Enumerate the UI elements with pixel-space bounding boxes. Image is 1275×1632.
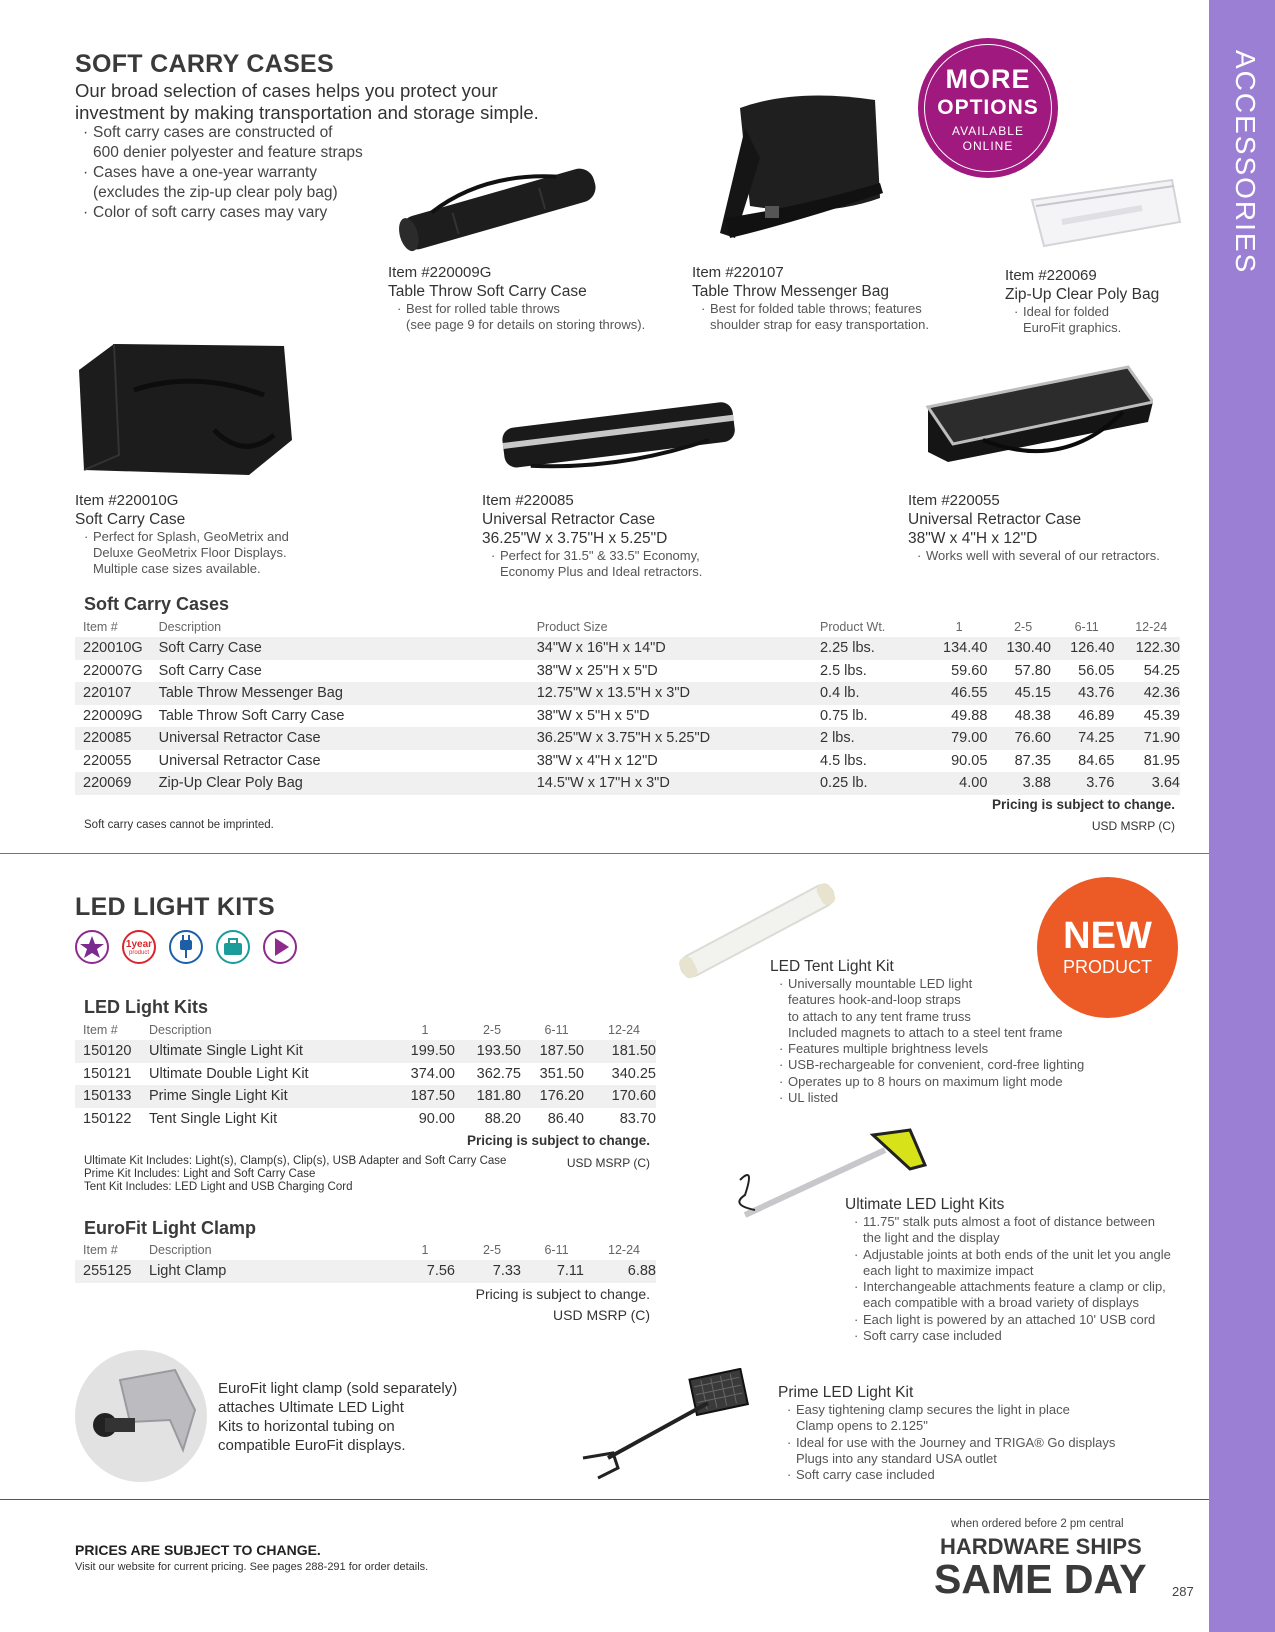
table-cell: 84.65 [1078, 752, 1115, 769]
play-icon[interactable] [263, 930, 297, 964]
table-cell: 0.75 lb. [819, 707, 868, 724]
table-cell: 126.40 [1051, 637, 1115, 660]
table-cell: 34"W x 16"H x 14"D [529, 637, 812, 660]
item-name: Soft Carry Case [75, 511, 186, 528]
item-size: 36.25"W x 3.75"H x 5.25"D [482, 530, 668, 547]
col-header: 2-5 [1014, 620, 1033, 634]
footer-divider [0, 1499, 1209, 1500]
more-options-l2: OPTIONS [937, 96, 1039, 119]
table-cell: 4.5 lbs. [819, 752, 867, 769]
table-cell: 150133 [75, 1085, 141, 1108]
clamp-caption-line: EuroFit light clamp (sold separately) [218, 1380, 458, 1397]
item-number: Item #220085 [482, 492, 574, 509]
caption-220009g [388, 263, 645, 333]
table-cell: 220055 [83, 752, 132, 769]
tent-bullet: features hook-and-loop straps [788, 992, 961, 1008]
item-note: Deluxe GeoMetrix Floor Displays. [93, 545, 287, 560]
clamp-table [75, 1240, 656, 1283]
table-cell: 176.20 [521, 1085, 584, 1108]
ship-condition: when ordered before 2 pm central [951, 1518, 1124, 1530]
soft-heading: SOFT CARRY CASES [75, 50, 334, 78]
table-cell: 46.55 [923, 682, 988, 705]
eurofit-clamp-image [75, 1350, 207, 1482]
intro-line-2: investment by making transportation and storage simple. [75, 102, 539, 123]
table-cell: 57.80 [1014, 662, 1051, 679]
plug-icon [169, 930, 203, 964]
prime-bullet: · Soft carry case included [778, 1467, 1115, 1483]
table-header-row [75, 1240, 656, 1260]
table-cell: 362.75 [476, 1065, 521, 1082]
item-note: · Works well with several of our retractors. [908, 548, 1160, 564]
table-cell: Zip-Up Clear Poly Bag [151, 772, 529, 795]
table-row [75, 682, 1180, 705]
col-header: Item # [83, 1023, 118, 1037]
table-cell: 6.88 [584, 1260, 656, 1283]
item-note: · Ideal for folded [1005, 304, 1159, 320]
caption-220069 [1005, 266, 1159, 336]
clamp-usd-note: USD MSRP (C) [553, 1307, 650, 1323]
item-name: Table Throw Messenger Bag [692, 283, 890, 300]
table-cell: Light Clamp [141, 1260, 387, 1283]
item-note: · Best for folded table throws; features [692, 301, 929, 317]
caption-220010g [75, 491, 289, 577]
table-cell: 150121 [83, 1065, 132, 1082]
item-note: · Perfect for 31.5" & 33.5" Economy, [482, 548, 702, 564]
table-cell: 193.50 [455, 1040, 521, 1063]
table-cell: Universal Retractor Case [158, 752, 321, 769]
col-header: 2-5 [482, 1023, 502, 1037]
table-cell: 56.05 [1078, 662, 1115, 679]
ultimate-bullet: · Interchangeable attachments feature a clamp or clip, [845, 1279, 1171, 1295]
soft-bullet: · Color of soft carry cases may vary [75, 203, 363, 223]
soft-usd-note: USD MSRP (C) [1091, 819, 1175, 833]
table-row [75, 1063, 656, 1086]
side-label: ACCESSORIES [1230, 50, 1261, 275]
col-header: 1 [421, 1023, 429, 1037]
table-cell: 46.89 [1078, 707, 1115, 724]
table-cell: 130.40 [987, 637, 1051, 660]
table-cell: 49.88 [951, 707, 988, 724]
ultimate-bullet: each compatible with a broad variety of displays [863, 1295, 1140, 1311]
retractor-case-image-1 [497, 385, 737, 475]
table-cell: 199.50 [387, 1040, 455, 1063]
page-number: 287 [1172, 1584, 1194, 1599]
table-row [75, 660, 1180, 683]
col-header: 1 [421, 1243, 429, 1257]
table-cell: 43.76 [1051, 682, 1115, 705]
item-note: Multiple case sizes available. [93, 561, 261, 576]
table-cell: 87.35 [1014, 752, 1051, 769]
same-day: SAME DAY [934, 1556, 1147, 1602]
col-header: 6-11 [1074, 620, 1099, 634]
item-size: 38"W x 4"H x 12"D [908, 530, 1038, 547]
tent-bullet: · USB-rechargeable for convenient, cord-free lighting [770, 1057, 1084, 1073]
caption-220055 [908, 491, 1160, 564]
table-cell: 220107 [75, 682, 151, 705]
item-note: · Perfect for Splash, GeoMetrix and [75, 529, 289, 545]
ultimate-title: Ultimate LED Light Kits [845, 1196, 1005, 1213]
table-cell: Ultimate Single Light Kit [141, 1040, 387, 1063]
item-note: EuroFit graphics. [1023, 320, 1122, 335]
new-badge-l2: PRODUCT [1063, 957, 1152, 977]
table-cell: 7.11 [521, 1260, 584, 1283]
new-badge-l1: NEW [1063, 915, 1152, 957]
kit-notes [84, 1155, 506, 1194]
table-cell: 3.88 [987, 772, 1051, 795]
table-cell: 220010G [75, 637, 151, 660]
item-name: Zip-Up Clear Poly Bag [1005, 286, 1160, 303]
table-row [75, 750, 1180, 773]
table-cell: 187.50 [387, 1085, 455, 1108]
poly-bag-image [1022, 172, 1182, 254]
item-number: Item #220009G [388, 264, 492, 281]
item-name: Table Throw Soft Carry Case [388, 283, 587, 300]
table-header-row [75, 1020, 656, 1040]
item-number: Item #220107 [692, 264, 784, 281]
soft-bullets [75, 123, 363, 223]
table-cell: 54.25 [1143, 662, 1180, 679]
tent-light-block [770, 957, 1084, 1106]
soft-intro [75, 80, 539, 124]
tent-bullet: to attach to any tent frame truss [788, 1008, 971, 1024]
clamp-caption-line: attaches Ultimate LED Light [218, 1399, 404, 1416]
table-cell: 150122 [83, 1110, 132, 1127]
table-cell: 2 lbs. [812, 727, 923, 750]
warranty-icon-text: 1year [125, 939, 153, 950]
col-header: Item # [83, 1243, 118, 1257]
clamp-caption [218, 1379, 457, 1455]
led-pricing-note: Pricing is subject to change. [466, 1133, 650, 1148]
table-throw-case-image [393, 160, 603, 255]
table-cell: 48.38 [1014, 707, 1051, 724]
table-cell: Tent Single Light Kit [149, 1110, 278, 1127]
table-cell: 74.25 [1051, 727, 1115, 750]
table-cell: 187.50 [521, 1040, 584, 1063]
side-band [1209, 0, 1275, 1632]
table-cell: 38"W x 5"H x 5"D [536, 707, 650, 724]
tent-bullet: · Operates up to 8 hours on maximum light mode [770, 1074, 1084, 1090]
table-cell: Ultimate Double Light Kit [149, 1065, 309, 1082]
table-row [75, 1085, 656, 1108]
ultimate-bullet: · 11.75" stalk puts almost a foot of distance between [845, 1214, 1171, 1230]
prices-change-sub: Visit our website for current pricing. See pages 288-291 for order details. [75, 1561, 429, 1573]
table-cell: 181.50 [584, 1040, 656, 1063]
ultimate-bullet: · Soft carry case included [845, 1328, 1171, 1344]
table-cell: 90.00 [418, 1110, 455, 1127]
table-cell: Table Throw Messenger Bag [151, 682, 529, 705]
ultimate-bullet: · Adjustable joints at both ends of the unit let you angle [845, 1247, 1171, 1263]
table-row [75, 1260, 656, 1283]
intro-line-1: Our broad selection of cases helps you protect your [75, 80, 498, 101]
table-cell: 36.25"W x 3.75"H x 5.25"D [529, 727, 812, 750]
table-cell: 38"W x 25"H x 5"D [536, 662, 658, 679]
clamp-caption-line: compatible EuroFit displays. [218, 1437, 406, 1454]
kit-note: Tent Kit Includes: LED Light and USB Charging Cord [84, 1181, 353, 1193]
prime-bullet: · Ideal for use with the Journey and TRIGA® Go displays [778, 1435, 1115, 1451]
tent-bullet: · UL listed [770, 1090, 1084, 1106]
more-options-badge[interactable] [918, 38, 1058, 178]
table-cell: 170.60 [584, 1085, 656, 1108]
col-header: 12-24 [608, 1243, 640, 1257]
soft-bullet: · Cases have a one-year warranty [75, 163, 363, 183]
table-cell: 134.40 [923, 637, 988, 660]
more-options-l4: ONLINE [962, 139, 1014, 153]
col-header: Product Size [536, 620, 608, 634]
table-cell: 38"W x 4"H x 12"D [536, 752, 658, 769]
table-cell: 90.05 [951, 752, 988, 769]
prime-light-image [578, 1368, 753, 1480]
ultimate-light-block [845, 1195, 1171, 1344]
tent-bullet: · Universally mountable LED light [770, 976, 1084, 992]
soft-bullet: (excludes the zip-up clear poly bag) [93, 184, 338, 201]
carry-case-icon [216, 930, 250, 964]
item-note: · Best for rolled table throws [388, 301, 645, 317]
prime-light-block [778, 1383, 1115, 1483]
table-row [75, 1040, 656, 1063]
item-name: Universal Retractor Case [908, 511, 1082, 528]
table-cell: 220007G [83, 662, 143, 679]
table-cell: 12.75"W x 13.5"H x 3"D [529, 682, 812, 705]
table-cell: 150120 [75, 1040, 141, 1063]
table-cell: Soft Carry Case [158, 662, 262, 679]
table-cell: 71.90 [1114, 727, 1180, 750]
clamp-pricing-note: Pricing is subject to change. [475, 1286, 650, 1302]
table-cell: 3.64 [1114, 772, 1180, 795]
table-header-row [75, 617, 1180, 637]
led-table-title: LED Light Kits [84, 997, 208, 1017]
table-cell: 374.00 [410, 1065, 455, 1082]
soft-bullet: · Soft carry cases are constructed of [75, 123, 363, 143]
col-header: 6-11 [544, 1243, 569, 1257]
tent-bullet: · Features multiple brightness levels [770, 1041, 1084, 1057]
table-cell: 3.76 [1051, 772, 1115, 795]
item-note: shoulder strap for easy transportation. [710, 317, 929, 332]
table-cell: 255125 [75, 1260, 141, 1283]
soft-table-title: Soft Carry Cases [84, 594, 230, 614]
col-header: Product Wt. [819, 620, 886, 634]
table-cell: 86.40 [547, 1110, 584, 1127]
col-header: 2-5 [482, 1243, 502, 1257]
table-row [75, 705, 1180, 728]
table-cell: Prime Single Light Kit [141, 1085, 387, 1108]
prime-bullet: · Easy tightening clamp secures the light in place [778, 1402, 1115, 1418]
led-kits-table [75, 1020, 656, 1130]
ultimate-bullet: · Each light is powered by an attached 10' USB cord [845, 1312, 1171, 1328]
table-cell: 122.30 [1114, 637, 1180, 660]
soft-bullet: 600 denier polyester and feature straps [93, 144, 363, 161]
prime-title: Prime LED Light Kit [778, 1384, 914, 1401]
more-options-l3: AVAILABLE [952, 124, 1024, 138]
hardware-ships: HARDWARE SHIPS [940, 1534, 1142, 1559]
table-row [75, 637, 1180, 660]
star-icon [75, 930, 109, 964]
table-cell: 79.00 [923, 727, 988, 750]
table-cell: 45.15 [987, 682, 1051, 705]
item-number: Item #220069 [1005, 267, 1097, 284]
table-cell: 76.60 [987, 727, 1051, 750]
table-cell: 351.50 [539, 1065, 584, 1082]
prices-change-title: PRICES ARE SUBJECT TO CHANGE. [75, 1542, 321, 1558]
table-row [75, 1108, 656, 1131]
clamp-caption-line: Kits to horizontal tubing on [218, 1418, 395, 1435]
ultimate-bullet: the light and the display [863, 1230, 1000, 1246]
table-cell: 220009G [83, 707, 143, 724]
col-header: 12-24 [1135, 620, 1168, 634]
table-cell: Table Throw Soft Carry Case [158, 707, 345, 724]
col-header: 12-24 [608, 1023, 640, 1037]
item-number: Item #220055 [908, 492, 1000, 509]
led-usd-note: USD MSRP (C) [566, 1156, 650, 1170]
table-cell: 59.60 [951, 662, 988, 679]
caption-220085 [482, 491, 702, 580]
table-cell: 14.5"W x 17"H x 3"D [529, 772, 812, 795]
col-header: 6-11 [544, 1023, 569, 1037]
more-options-l1: MORE [945, 64, 1031, 94]
col-header: Item # [83, 620, 118, 634]
warranty-icon-subtext: product [128, 950, 149, 956]
clamp-table-title: EuroFit Light Clamp [84, 1218, 256, 1238]
table-cell: 88.20 [484, 1110, 521, 1127]
caption-220107 [692, 263, 929, 333]
table-cell: 83.70 [619, 1110, 656, 1127]
retractor-case-image-2 [923, 362, 1153, 482]
prime-bullet: Clamp opens to 2.125" [796, 1418, 928, 1434]
table-cell: 2.5 lbs. [819, 662, 867, 679]
tent-bullet: Included magnets to attach to a steel tent frame [788, 1024, 1063, 1040]
soft-footnote: Soft carry cases cannot be imprinted. [84, 819, 274, 831]
soft-carry-case-image [74, 340, 294, 480]
one-year-warranty-icon [122, 930, 156, 964]
prime-bullet: Plugs into any standard USA outlet [796, 1450, 997, 1466]
table-cell: 7.56 [387, 1260, 455, 1283]
table-row [75, 772, 1180, 795]
table-cell: 220069 [75, 772, 151, 795]
soft-carry-table [75, 617, 1180, 795]
table-cell: 0.25 lb. [812, 772, 923, 795]
item-note: (see page 9 for details on storing throws). [406, 317, 646, 332]
table-cell: 42.36 [1114, 682, 1180, 705]
table-cell: 4.00 [923, 772, 988, 795]
kit-note: Prime Kit Includes: Light and Soft Carry Case [84, 1168, 316, 1180]
led-heading: LED LIGHT KITS [75, 893, 276, 921]
table-cell: 7.33 [455, 1260, 521, 1283]
table-cell: 81.95 [1143, 752, 1180, 769]
table-cell: 220085 [75, 727, 151, 750]
table-cell: Soft Carry Case [151, 637, 529, 660]
table-cell: 181.80 [455, 1085, 521, 1108]
messenger-bag-image [705, 88, 885, 248]
item-note: Economy Plus and Ideal retractors. [500, 564, 703, 579]
col-header: 1 [955, 620, 963, 634]
kit-note: Ultimate Kit Includes: Light(s), Clamp(s), Clip(s), USB Adapter and Soft Carry Case [84, 1155, 507, 1167]
col-header: Description [158, 620, 222, 634]
table-cell: 45.39 [1143, 707, 1180, 724]
item-name: Universal Retractor Case [482, 511, 656, 528]
col-header: Description [149, 1023, 212, 1037]
table-cell: 340.25 [611, 1065, 656, 1082]
table-cell: Universal Retractor Case [151, 727, 529, 750]
table-row [75, 727, 1180, 750]
ultimate-bullet: each light to maximize impact [863, 1262, 1034, 1278]
tent-light-title: LED Tent Light Kit [770, 958, 894, 975]
table-cell: 0.4 lb. [812, 682, 923, 705]
col-header: Description [149, 1243, 212, 1257]
soft-pricing-note: Pricing is subject to change. [991, 797, 1175, 812]
section-divider [0, 853, 1209, 854]
item-number: Item #220010G [75, 492, 179, 509]
table-cell: 2.25 lbs. [812, 637, 923, 660]
